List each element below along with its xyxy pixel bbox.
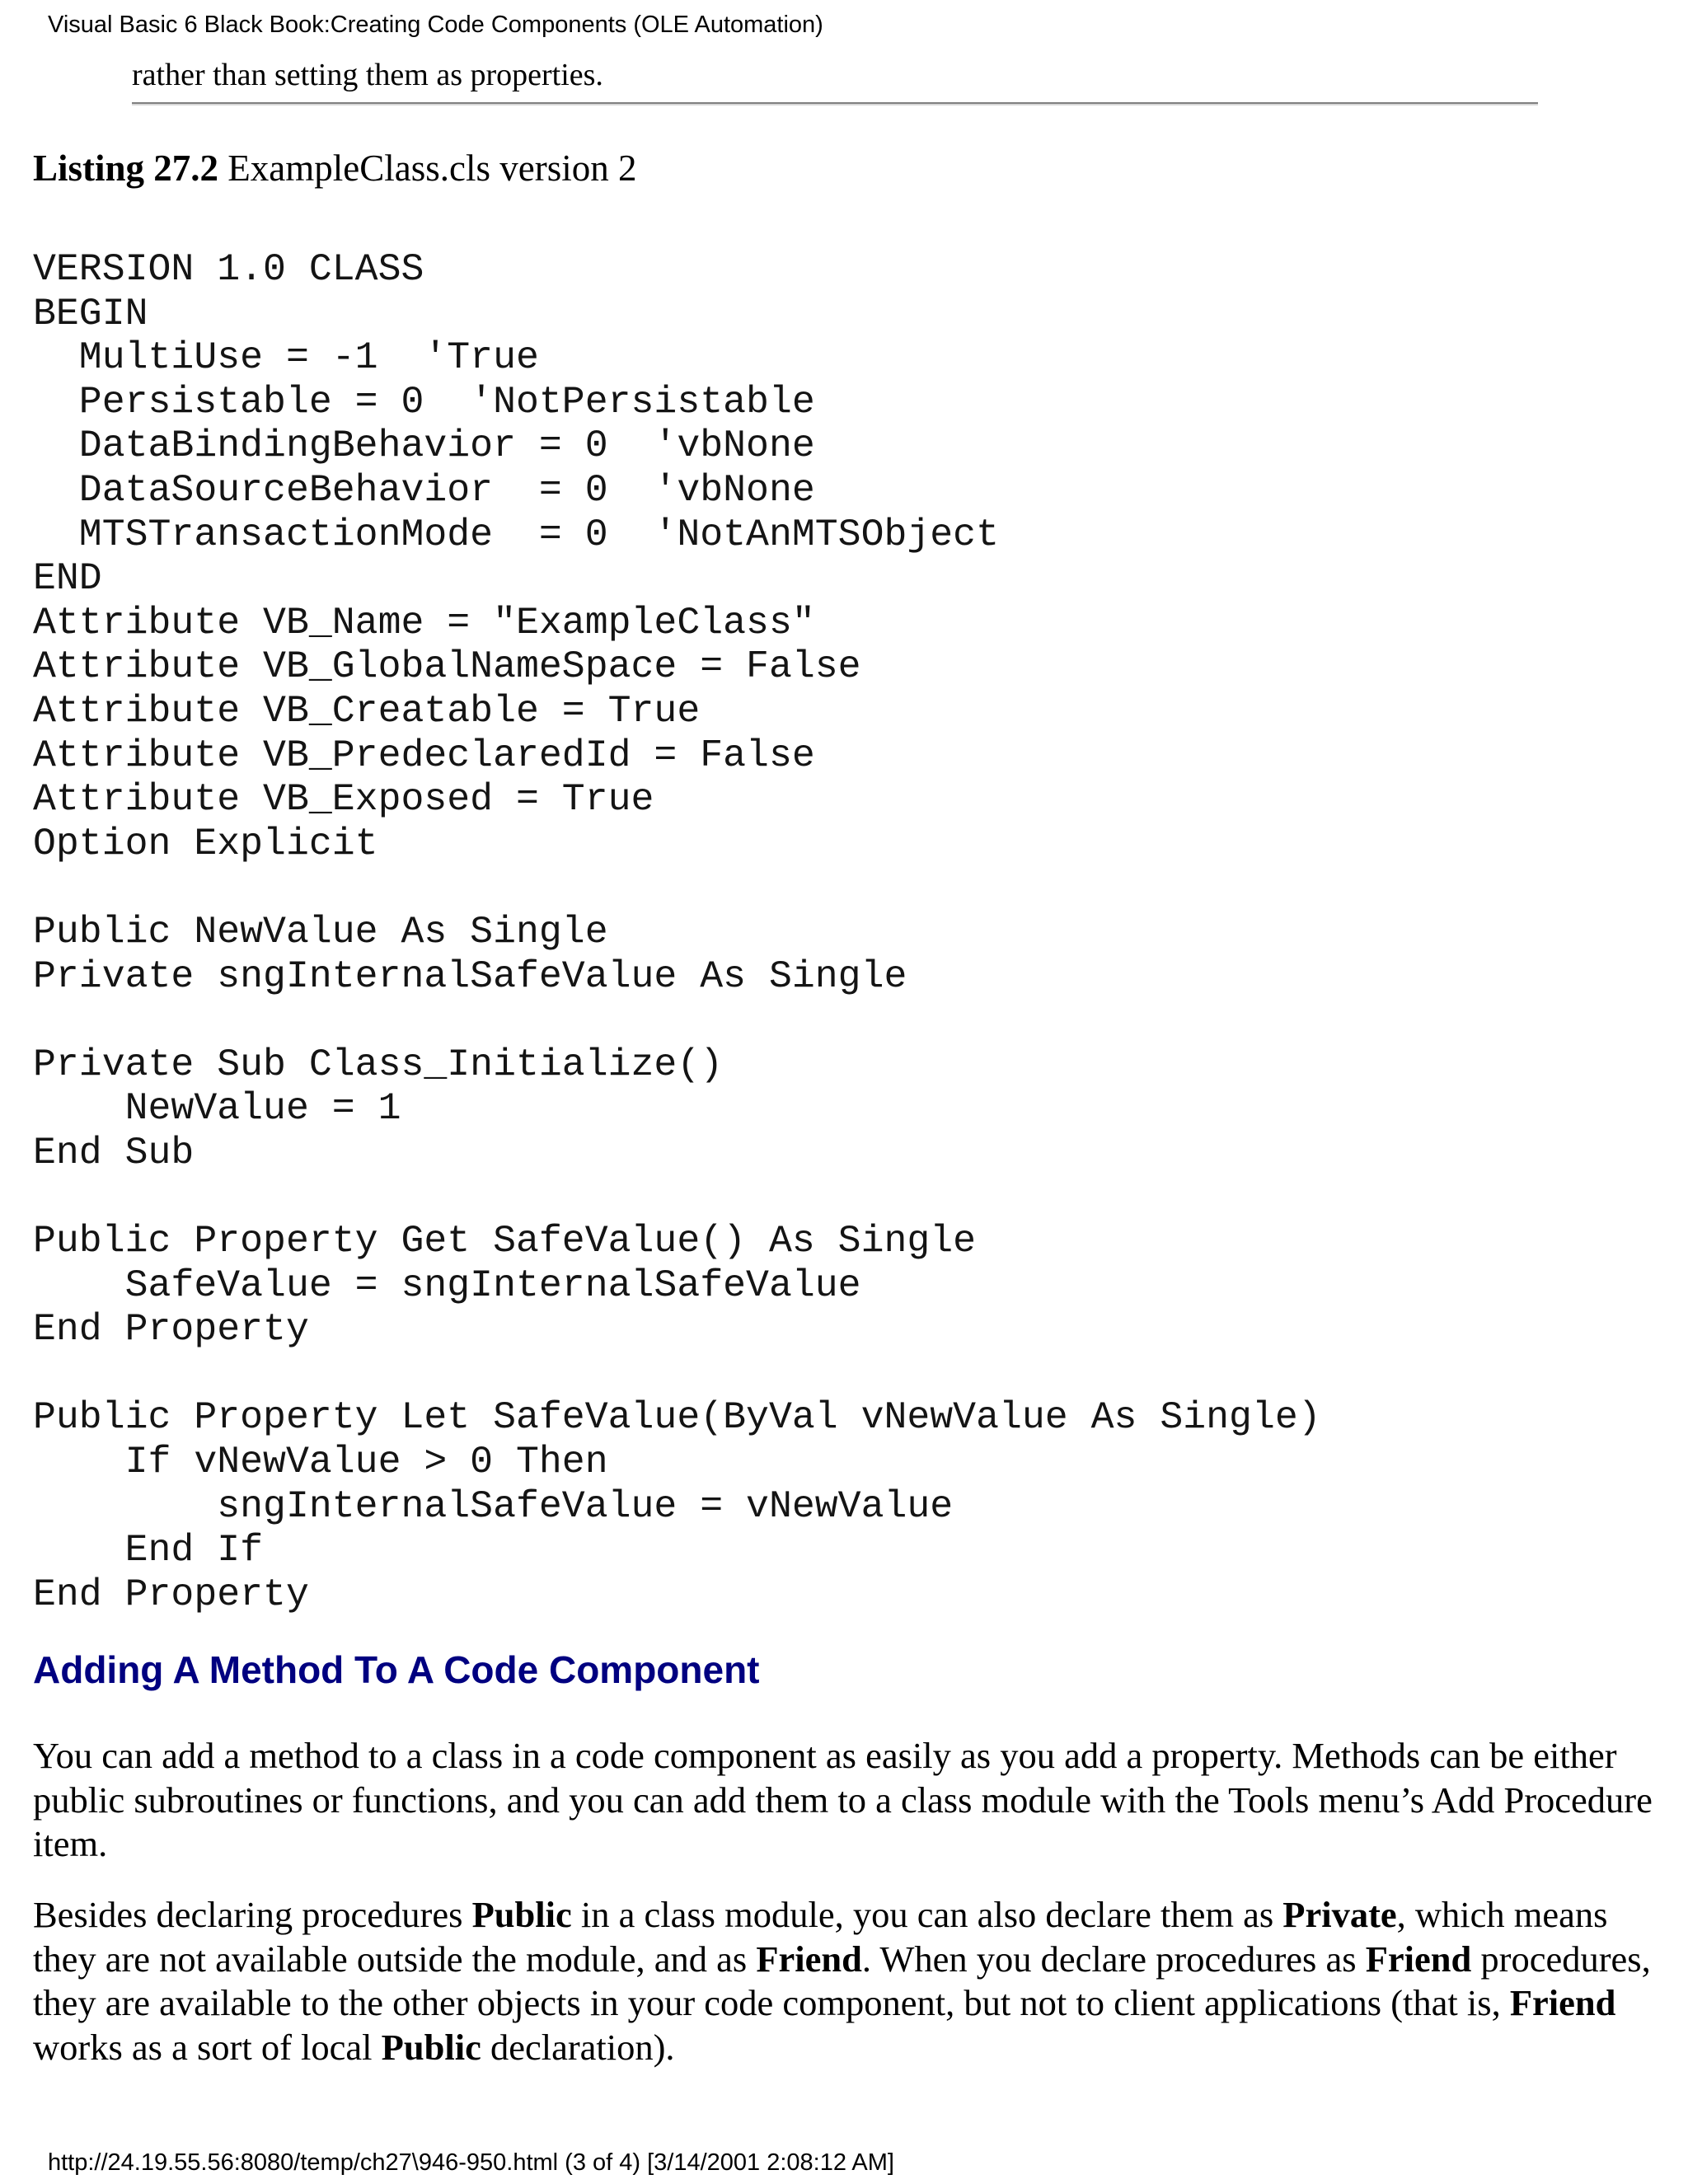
note-divider bbox=[132, 102, 1538, 105]
text-run: in a class module, you can also declare them as bbox=[571, 1894, 1283, 1935]
code-line: MTSTransactionMode = 0 'NotAnMTSObject bbox=[33, 512, 999, 556]
code-line: MultiUse = -1 'True bbox=[33, 335, 539, 380]
keyword-public: Public bbox=[471, 1894, 572, 1935]
code-line: DataBindingBehavior = 0 'vbNone bbox=[33, 424, 815, 468]
code-line: END bbox=[33, 556, 102, 601]
code-line: End Property bbox=[33, 1307, 309, 1352]
code-line: End If bbox=[33, 1528, 264, 1572]
body-paragraph: You can add a method to a class in a code component as easily as you add a property. Methods can be either public subroutines or functions, and you can add them to a class module with the Tools menu’s Add Procedure item. bbox=[33, 1735, 1653, 1864]
code-line bbox=[33, 1174, 1321, 1219]
code-line: Public Property Get SafeValue() As Single bbox=[33, 1219, 977, 1263]
code-line: Public NewValue As Single bbox=[33, 909, 608, 954]
code-line: If vNewValue > 0 Then bbox=[33, 1440, 608, 1484]
code-line bbox=[33, 998, 1321, 1043]
body-paragraph bbox=[33, 1893, 1665, 2069]
code-line: End Property bbox=[33, 1572, 309, 1616]
keyword-private: Private bbox=[1282, 1894, 1397, 1935]
code-line: Public Property Let SafeValue(ByVal vNewValue As Single) bbox=[33, 1395, 1321, 1440]
code-line: Attribute VB_Creatable = True bbox=[33, 688, 701, 733]
code-line: Option Explicit bbox=[33, 821, 378, 865]
code-line: Attribute VB_Name = "ExampleClass" bbox=[33, 600, 815, 644]
code-line bbox=[33, 865, 1321, 910]
listing-title: ExampleClass.cls version 2 bbox=[227, 148, 637, 189]
text-run: . When you declare procedures as bbox=[861, 1938, 1366, 1980]
page-header-title: Visual Basic 6 Black Book:Creating Code Components (OLE Automation) bbox=[48, 12, 823, 38]
code-line: NewValue = 1 bbox=[33, 1086, 401, 1131]
note-tail-text: rather than setting them as properties. bbox=[132, 58, 603, 92]
listing-number: Listing 27.2 bbox=[33, 148, 219, 189]
code-line: BEGIN bbox=[33, 291, 148, 335]
keyword-friend: Friend bbox=[756, 1938, 862, 1980]
keyword-friend: Friend bbox=[1365, 1938, 1472, 1980]
code-line: Private Sub Class_Initialize() bbox=[33, 1042, 724, 1086]
text-run: Besides declaring procedures bbox=[33, 1894, 472, 1935]
text-run: procedures, they are available to the other objects in your code component, but not to client applications (that is, bbox=[33, 1938, 1651, 2023]
code-line: Persistable = 0 'NotPersistable bbox=[33, 379, 815, 424]
code-line: SafeValue = sngInternalSafeValue bbox=[33, 1263, 861, 1307]
listing-caption bbox=[33, 145, 636, 191]
text-run: , which means they are not available outside the module, and as bbox=[33, 1894, 1608, 1980]
code-listing bbox=[33, 247, 1321, 1616]
keyword-friend: Friend bbox=[1509, 1982, 1616, 2023]
code-line: Attribute VB_PredeclaredId = False bbox=[33, 733, 815, 777]
code-line: Attribute VB_GlobalNameSpace = False bbox=[33, 644, 861, 689]
code-line: sngInternalSafeValue = vNewValue bbox=[33, 1483, 954, 1528]
section-heading: Adding A Method To A Code Component bbox=[33, 1648, 760, 1691]
page-footer-url: http://24.19.55.56:8080/temp/ch27\946-950.html (3 of 4) [3/14/2001 2:08:12 AM] bbox=[48, 2149, 894, 2176]
text-run: works as a sort of local bbox=[33, 2026, 382, 2068]
code-line bbox=[33, 1352, 1321, 1396]
code-line: Attribute VB_Exposed = True bbox=[33, 777, 654, 822]
text-run: declaration). bbox=[481, 2026, 675, 2068]
keyword-public: Public bbox=[381, 2026, 481, 2068]
code-line: VERSION 1.0 CLASS bbox=[33, 247, 424, 291]
code-line: Private sngInternalSafeValue As Single bbox=[33, 954, 907, 998]
code-line: DataSourceBehavior = 0 'vbNone bbox=[33, 467, 815, 512]
code-line: End Sub bbox=[33, 1130, 195, 1174]
